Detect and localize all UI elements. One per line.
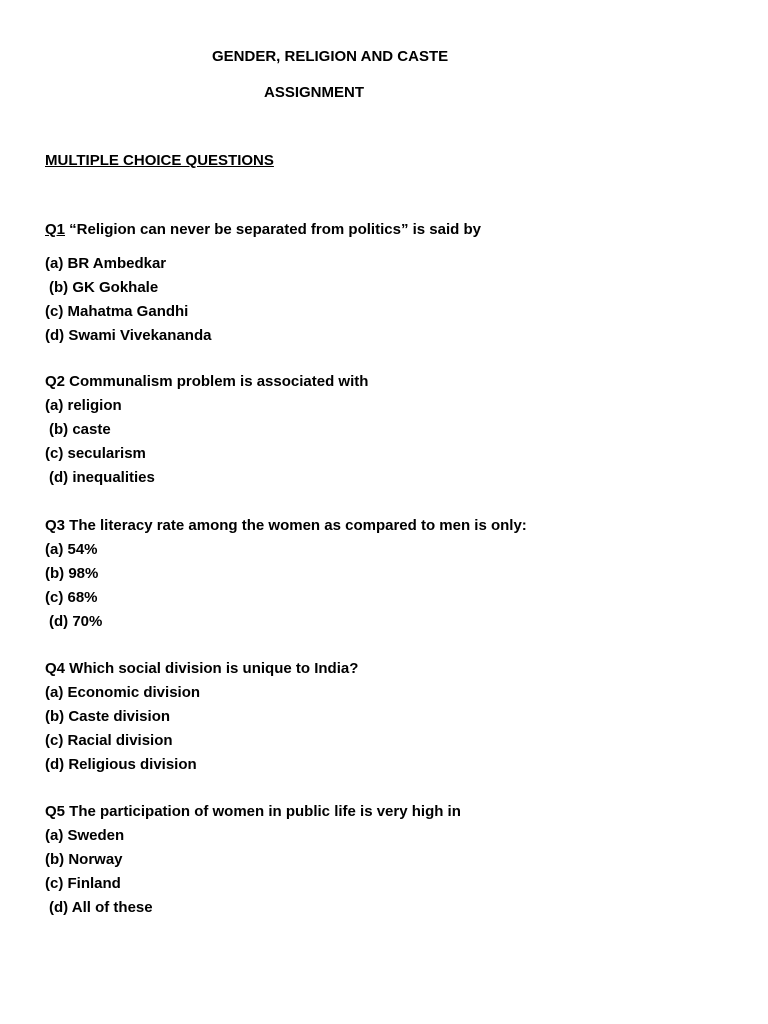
question-5-option-c: (c) Finland [45, 875, 121, 892]
question-5-option-b: (b) Norway [45, 851, 123, 868]
question-5 [45, 800, 461, 920]
question-3-prompt: The literacy rate among the women as compared to men is only: [65, 517, 527, 534]
question-4-option-d: (d) Religious division [45, 756, 197, 773]
question-5-text [45, 800, 461, 824]
question-2-option-d: (d) inequalities [49, 469, 155, 486]
question-3-text [45, 514, 527, 538]
document-subtitle: ASSIGNMENT [264, 84, 365, 101]
question-3-label: Q3 [45, 517, 66, 534]
question-1-option-a: (a) BR Ambedkar [45, 255, 167, 272]
question-4-option-a: (a) Economic division [45, 684, 201, 701]
section-heading: MULTIPLE CHOICE QUESTIONS [45, 152, 274, 169]
question-3-option-c: (c) 68% [45, 589, 98, 606]
question-2-option-a: (a) religion [45, 397, 122, 414]
question-3-option-b: (b) 98% [45, 565, 99, 582]
question-2-option-c: (c) secularism [45, 445, 146, 462]
question-4 [45, 657, 358, 777]
question-1-option-b: (b) GK Gokhale [49, 279, 159, 296]
question-3 [45, 514, 527, 634]
question-1-text [45, 218, 481, 242]
question-2-label: Q2 [45, 373, 66, 390]
question-2-prompt: Communalism problem is associated with [65, 373, 369, 390]
question-3-option-d: (d) 70% [49, 613, 103, 630]
document-title: GENDER, RELIGION AND CASTE [212, 48, 449, 65]
question-2-text [45, 370, 368, 394]
question-5-option-d: (d) All of these [49, 899, 153, 916]
question-2-option-b: (b) caste [49, 421, 111, 438]
question-4-text [45, 657, 358, 681]
question-4-option-b: (b) Caste division [45, 708, 171, 725]
question-1-option-d: (d) Swami Vivekananda [45, 327, 212, 344]
question-1-prompt: “Religion can never be separated from politics” is said by [65, 221, 481, 238]
question-4-label: Q4 [45, 660, 66, 677]
question-1-label: Q1 [45, 221, 66, 238]
question-5-label: Q5 [45, 803, 66, 820]
question-4-prompt: Which social division is unique to India? [65, 660, 359, 677]
question-1 [45, 218, 481, 348]
question-1-option-c: (c) Mahatma Gandhi [45, 303, 189, 320]
question-4-option-c: (c) Racial division [45, 732, 173, 749]
question-5-option-a: (a) Sweden [45, 827, 125, 844]
question-3-option-a: (a) 54% [45, 541, 98, 558]
question-5-prompt: The participation of women in public life is very high in [65, 803, 461, 820]
question-2 [45, 370, 368, 490]
